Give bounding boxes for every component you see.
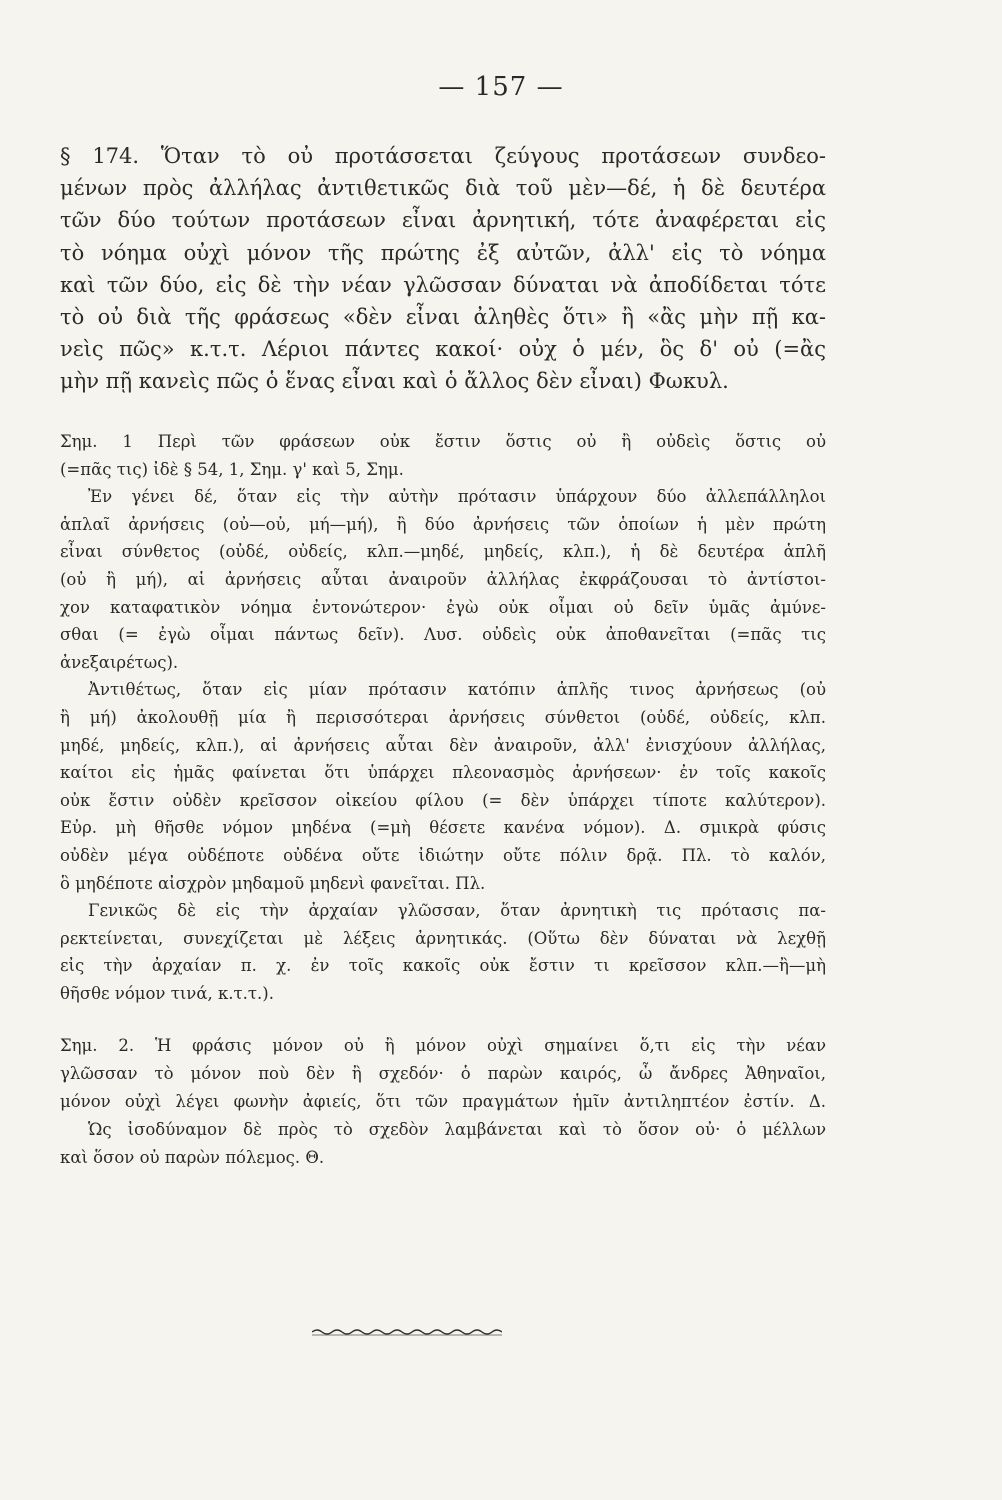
note-line: εἰς τὴν ἀρχαίαν π. χ. ἐν τοῖς κακοῖς οὐκ ἔστιν τι κρεῖσσον κλπ.—ἢ—μὴ	[60, 956, 826, 976]
note-line: μηδέ, μηδείς, κλπ.), αἱ ἀρνήσεις αὗται δὲν ἀναιροῦν, ἀλλ' ἐνισχύουν ἀλλήλας,	[60, 735, 826, 755]
note-line: εἶναι σύνθετος (οὐδέ, οὐδείς, κλπ.—μηδέ, μηδείς, κλπ.), ἡ δὲ δευτέρα ἁπλῆ	[60, 542, 826, 562]
note-line: καὶ ὅσον οὐ παρὼν πόλεμος. Θ.	[60, 1148, 325, 1167]
note-line: χον καταφατικὸν νόημα ἐντονώτερον· ἐγὼ οὐκ οἶμαι οὐ δεῖν ὑμᾶς ἀμύνε-	[60, 597, 826, 617]
note-line: ἀνεξαιρέτως).	[60, 652, 179, 672]
note-1	[60, 428, 826, 1007]
text-line: μὴν πῇ κανεὶς πῶς ὁ ἕνας εἶναι καὶ ὁ ἄλλος δὲν εἶναι) Φωκυλ.	[60, 369, 729, 394]
note-line: σθαι (= ἐγὼ οἶμαι πάντως δεῖν). Λυσ. οὐδεὶς οὐκ ἀποθανεῖται (=πᾶς τις	[60, 625, 826, 645]
note-line: οὐκ ἔστιν οὐδὲν κρεῖσσον οἰκείου φίλου (= δὲν ὑπάρχει τίποτε καλύτερον).	[60, 790, 826, 810]
wavy-divider	[312, 1327, 502, 1337]
section-174-paragraph	[60, 140, 826, 398]
note-line: καίτοι εἰς ἡμᾶς φαίνεται ὅτι ὑπάρχει πλεονασμὸς ἀρνήσεων· ἐν τοῖς κακοῖς	[60, 763, 826, 783]
note-line: οὐδὲν μέγα οὐδέποτε οὐδένα οὔτε ἰδιώτην οὔτε πόλιν δρᾷ. Πλ. τὸ καλόν,	[60, 845, 826, 865]
text-line: § 174. Ὅταν τὸ οὐ προτάσσεται ζεύγους προτάσεων συνδεο-	[60, 144, 826, 168]
text-line: τὸ οὐ διὰ τῆς φράσεως «δὲν εἶναι ἀληθὲς ὅτι» ἢ «ἂς μὴν πῇ κα-	[60, 305, 826, 330]
note-2	[60, 1032, 826, 1172]
page-number: — 157 —	[438, 72, 564, 102]
note-line: ἁπλαῖ ἀρνήσεις (οὐ—οὐ, μή—μή), ἢ δύο ἀρνήσεις τῶν ὁποίων ἡ μὲν πρώτη	[60, 514, 826, 534]
text-line: καὶ τῶν δύο, εἰς δὲ τὴν νέαν γλῶσσαν δύναται νὰ ἀποδίδεται τότε	[60, 272, 826, 297]
note-line: ρεκτείνεται, συνεχίζεται μὲ λέξεις ἀρνητικάς. (Οὕτω δὲν δύναται νὰ λεχθῇ	[60, 928, 826, 948]
note-line: ὃ μηδέποτε αἰσχρὸν μηδαμοῦ μηδενὶ φανεῖται. Πλ.	[60, 873, 486, 893]
note-line: Ἀντιθέτως, ὅταν εἰς μίαν πρότασιν κατόπιν ἁπλῆς τινος ἀρνήσεως (οὐ	[88, 680, 826, 700]
note-line: Εὐρ. μὴ θῆσθε νόμον μηδένα (=μὴ θέσετε κανένα νόμον). Δ. σμικρὰ φύσις	[60, 818, 826, 838]
text-line: τὸ νόημα οὐχὶ μόνον τῆς πρώτης ἐξ αὐτῶν, ἀλλ' εἰς τὸ νόημα	[60, 240, 826, 265]
note-line: θῆσθε νόμον τινά, κ.τ.τ.).	[60, 983, 274, 1003]
note-line: Ὡς ἰσοδύναμον δὲ πρὸς τὸ σχεδὸν λαμβάνεται καὶ τὸ ὅσον οὐ· ὁ μέλλων	[88, 1120, 826, 1139]
note-line: Ἐν γένει δέ, ὅταν εἰς τὴν αὐτὴν πρότασιν ὑπάρχουν δύο ἀλλεπάλληλοι	[88, 487, 826, 507]
note-line: Σημ. 1 Περὶ τῶν φράσεων οὐκ ἔστιν ὅστις οὐ ἢ οὐδεὶς ὅστις οὐ	[60, 432, 826, 451]
note-line: Γενικῶς δὲ εἰς τὴν ἀρχαίαν γλῶσσαν, ὅταν ἀρνητικὴ τις πρότασις πα-	[88, 901, 826, 921]
text-line: τῶν δύο τούτων προτάσεων εἶναι ἀρνητική, τότε ἀναφέρεται εἰς	[60, 208, 826, 233]
note-line: ἢ μή) ἀκολουθῇ μία ἢ περισσότεραι ἀρνήσεις σύνθετοι (οὐδέ, οὐδείς, κλπ.	[60, 707, 826, 727]
note-line: γλῶσσαν τὸ μόνον ποὺ δὲν ἢ σχεδόν· ὁ παρὼν καιρός, ὦ ἄνδρες Ἀθηναῖοι,	[60, 1064, 826, 1083]
note-line: (οὐ ἢ μή), αἱ ἀρνήσεις αὗται ἀναιροῦν ἀλλήλας ἐκφράζουσαι τὸ ἀντίστοι-	[60, 569, 826, 589]
note-line: (=πᾶς τις) ἰδὲ § 54, 1, Σημ. γ' καὶ 5, Σημ.	[60, 459, 404, 479]
text-line: μένων πρὸς ἀλλήλας ἀντιθετικῶς διὰ τοῦ μὲν—δέ, ἡ δὲ δευτέρα	[60, 176, 826, 201]
note-line: Σημ. 2. Ἡ φράσις μόνον οὐ ἢ μόνον οὐχὶ σημαίνει ὅ,τι εἰς τὴν νέαν	[60, 1036, 826, 1055]
text-line: νεὶς πῶς» κ.τ.τ. Λέριοι πάντες κακοί· οὐχ ὁ μέν, ὃς δ' οὐ (=ἂς	[60, 337, 826, 362]
note-line: μόνον οὐχὶ λέγει φωνὴν ἀφιείς, ὅτι τῶν πραγμάτων ἡμῖν ἀντιληπτέον ἐστίν. Δ.	[60, 1092, 826, 1111]
